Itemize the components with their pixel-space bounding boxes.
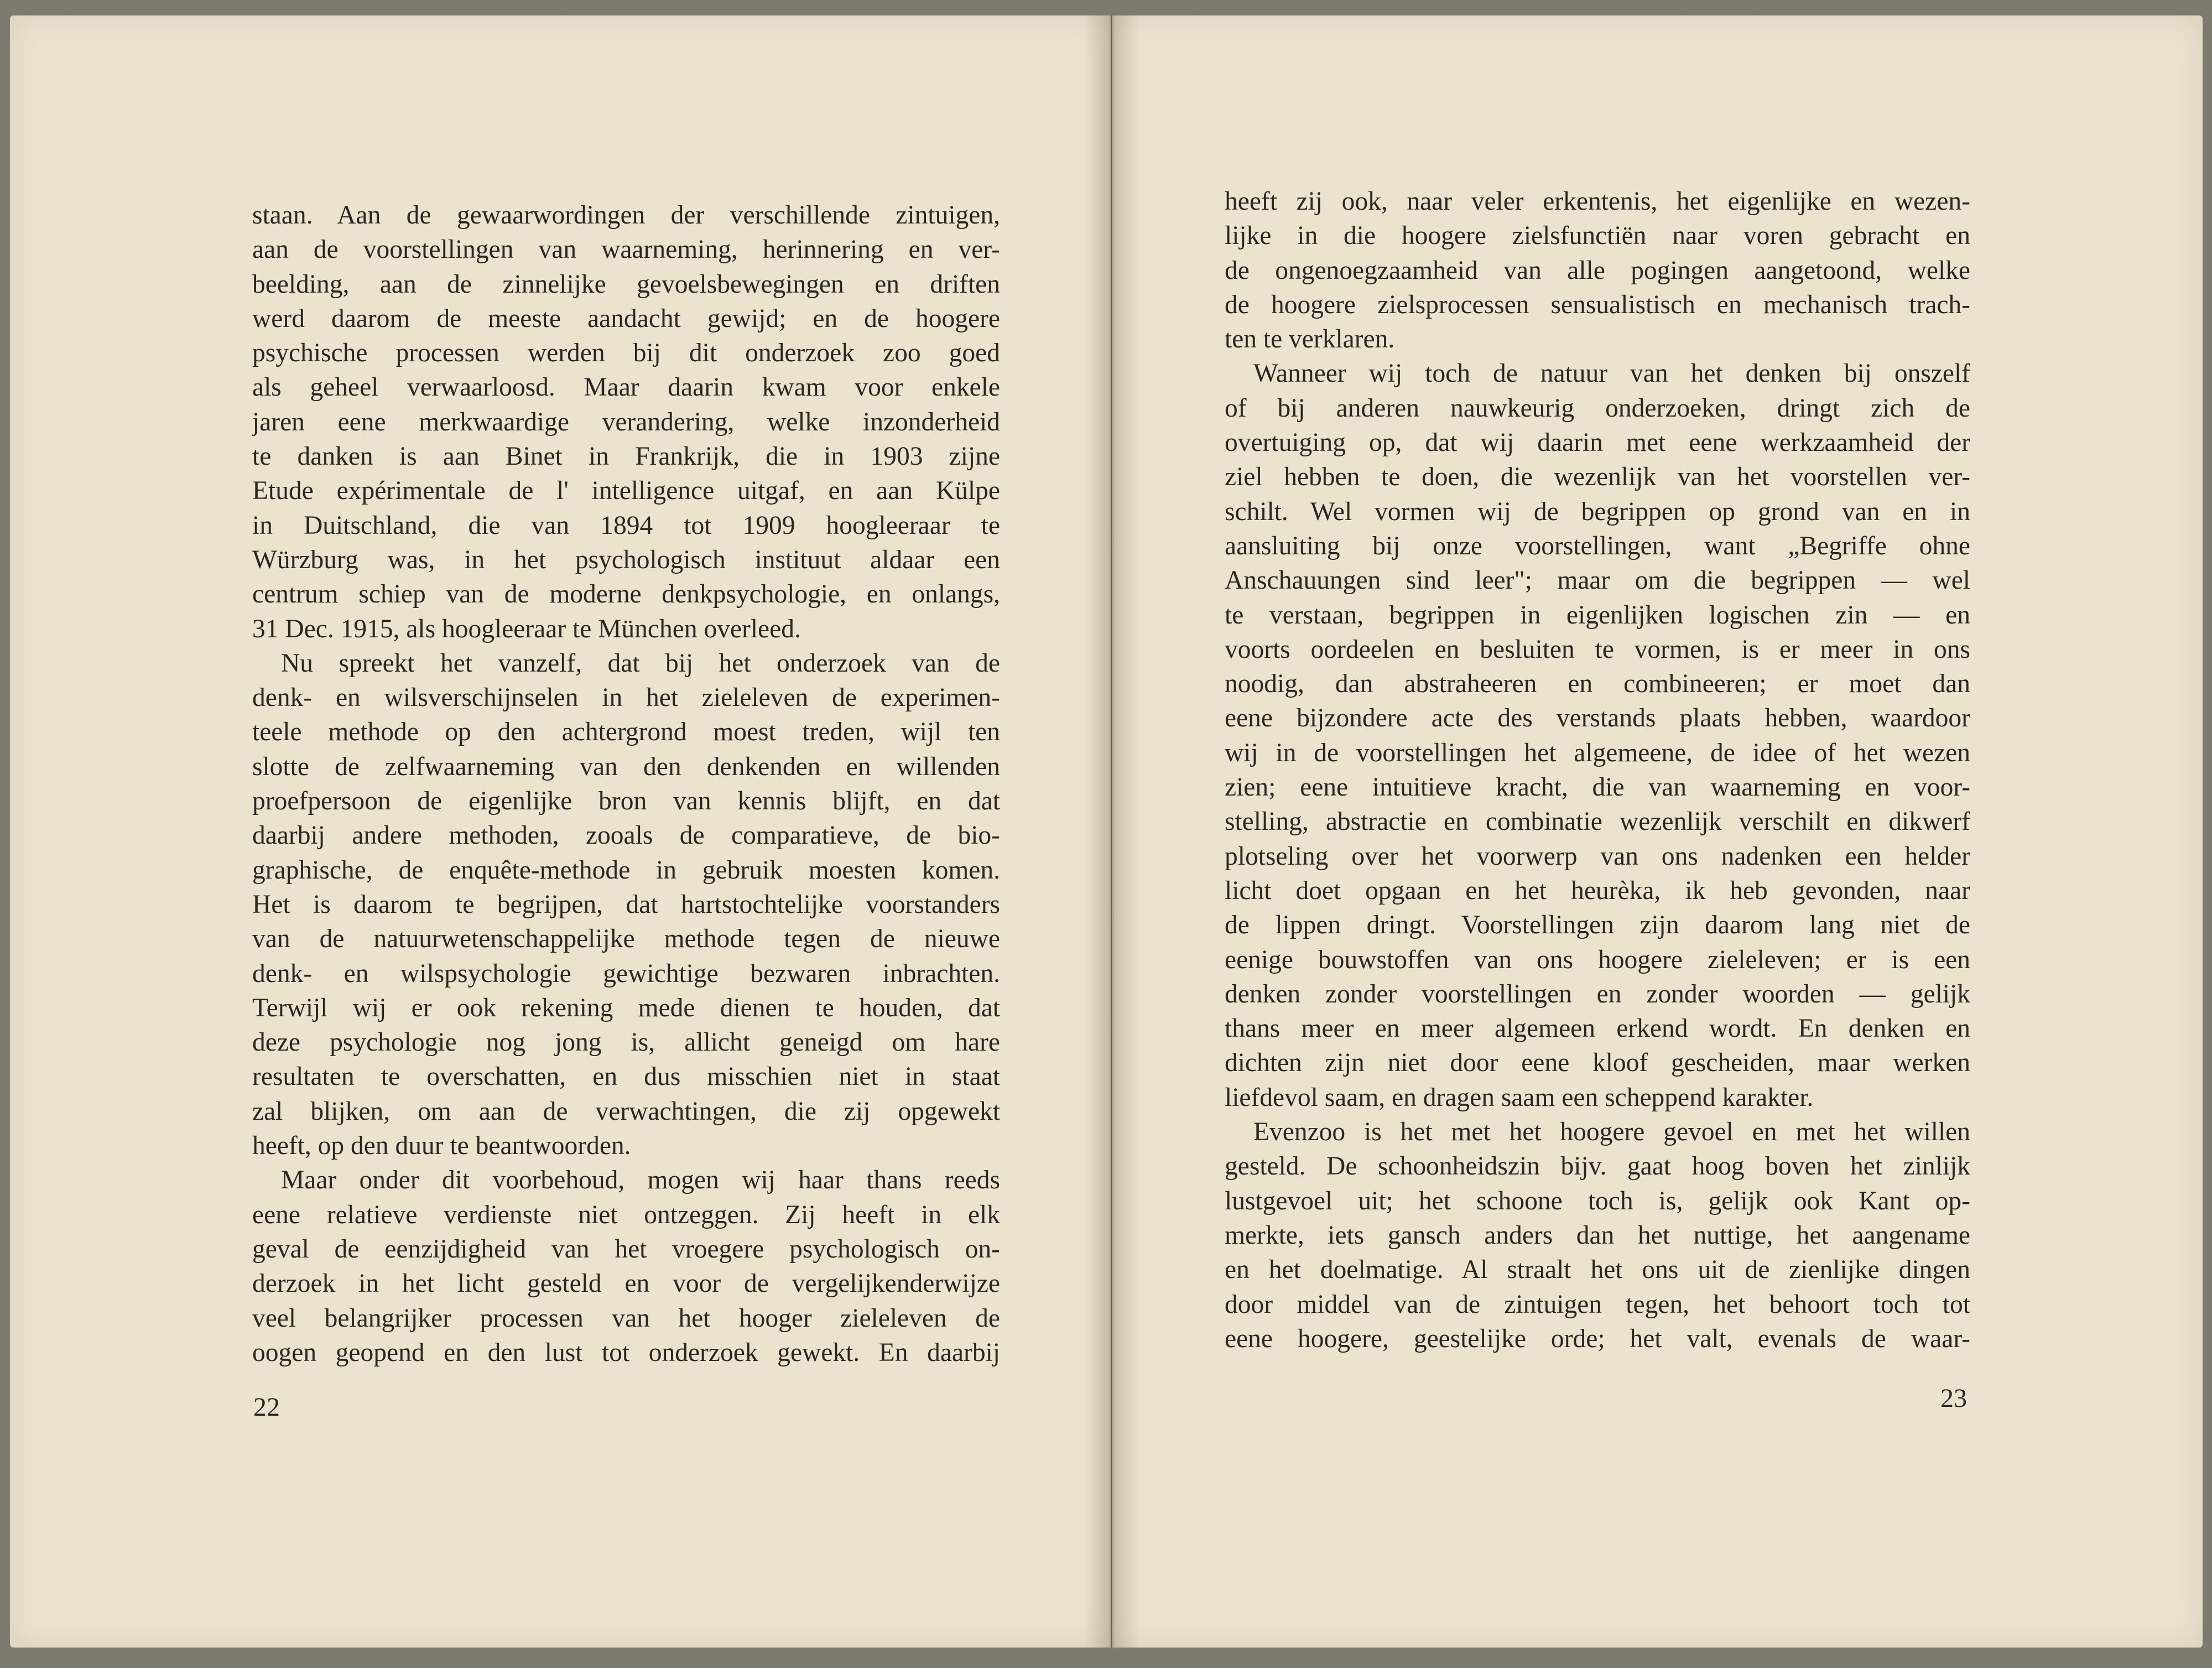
page-number: 22	[253, 1392, 280, 1422]
text-line: merkte, iets gansch anders dan het nuttige, het aangename	[1225, 1220, 1970, 1250]
text-line: graphische, de enquête-methode in gebruik moesten komen.	[252, 855, 1000, 885]
text-line: licht doet opgaan en het heurèka, ik heb gevonden, naar	[1225, 876, 1970, 905]
text-line: dichten zijn niet door eene kloof gescheiden, maar werken	[1225, 1048, 1970, 1078]
text-line: van de natuurwetenschappelijke methode tegen de nieuwe	[252, 924, 1000, 954]
text-line: eene hoogere, geestelijke orde; het valt, evenals de waar-	[1225, 1324, 1970, 1353]
text-line: eenige bouwstoffen van ons hoogere zieleleven; er is een	[1225, 945, 1970, 974]
text-line: in Duitschland, die van 1894 tot 1909 hoogleeraar te	[252, 511, 1000, 540]
text-line: staan. Aan de gewaarwordingen der verschillende zintuigen,	[252, 201, 1000, 230]
text-line: en het doelmatige. Al straalt het ons uit de zienlijke dingen	[1225, 1255, 1970, 1285]
text-line: centrum schiep van de moderne denkpsychologie, en onlangs,	[252, 580, 1000, 609]
text-line: gesteld. De schoonheidszin bijv. gaat hoog boven het zinlijk	[1225, 1152, 1970, 1181]
text-line: jaren eene merkwaardige verandering, welke inzonderheid	[252, 407, 1000, 437]
text-line: te verstaan, begrippen in eigenlijken logischen zin — en	[1225, 600, 1970, 630]
text-line: de hoogere zielsprocessen sensualistisch en mechanisch trach-	[1225, 290, 1970, 319]
text-line: Wanneer wij toch de natuur van het denken bij onszelf	[1253, 359, 1970, 388]
text-line: psychische processen werden bij dit onderzoek zoo goed	[252, 339, 1000, 368]
text-line: oogen geopend en den lust tot onderzoek gewekt. En daarbij	[252, 1338, 1000, 1367]
text-line: Terwijl wij er ook rekening mede dienen te houden, dat	[252, 993, 1000, 1022]
text-line: aansluiting bij onze voorstellingen, want „Begriffe ohne	[1225, 531, 1970, 560]
text-line: denk- en wilsverschijnselen in het zieleleven de experimen-	[252, 683, 1000, 713]
text-line: Evenzoo is het met het hoogere gevoel en met het willen	[1253, 1118, 1970, 1147]
text-line: ziel hebben te doen, die wezenlijk van het voorstellen ver-	[1225, 463, 1970, 492]
text-line: zal blijken, om aan de verwachtingen, die zij opgewekt	[252, 1097, 1000, 1126]
binding-mark	[1112, 531, 1114, 545]
text-line: Anschauungen sind leer"; maar om die begrippen — wel	[1225, 566, 1970, 595]
text-line: heeft, op den duur te beantwoorden.	[252, 1131, 631, 1161]
binding-mark	[1112, 907, 1114, 922]
page-number: 23	[1940, 1384, 1967, 1413]
right-page	[1112, 15, 2203, 1648]
text-line: proefpersoon de eigenlijke bron van kennis blijft, en dat	[252, 787, 1000, 816]
text-line: thans meer en meer algemeen erkend wordt. En denken en	[1225, 1014, 1970, 1043]
text-line: schilt. Wel vormen wij de begrippen op grond van en in	[1225, 497, 1970, 526]
text-line: werd daarom de meeste aandacht gewijd; en de hoogere	[252, 304, 1000, 333]
text-line: aan de voorstellingen van waarneming, herinnering en ver-	[252, 235, 1000, 264]
text-line: ten te verklaren.	[1225, 325, 1395, 354]
text-line: geval de eenzijdigheid van het vroegere psychologisch on-	[252, 1234, 1000, 1264]
book-gutter	[1084, 15, 1139, 1648]
text-line: plotseling over het voorwerp van ons nadenken een helder	[1225, 841, 1970, 871]
text-line: liefdevol saam, en dragen saam een scheppend karakter.	[1225, 1083, 1814, 1112]
text-line: overtuiging op, dat wij daarin met eene werkzaamheid der	[1225, 428, 1970, 458]
text-line: noodig, dan abstraheeren en combineeren; er moet dan	[1225, 669, 1970, 699]
text-line: 31 Dec. 1915, als hoogleeraar te München overleed.	[252, 614, 801, 643]
text-line: denk- en wilspsychologie gewichtige bezwaren inbrachten.	[252, 959, 1000, 988]
text-line: voorts oordeelen en besluiten te vormen, is er meer in ons	[1225, 635, 1970, 664]
text-line: te danken is aan Binet in Frankrijk, die in 1903 zijne	[252, 442, 1000, 471]
text-line: heeft zij ook, naar veler erkentenis, het eigenlijke en wezen-	[1225, 187, 1970, 216]
text-line: als geheel verwaarloosd. Maar daarin kwam voor enkele	[252, 373, 1000, 402]
text-line: stelling, abstractie en combinatie wezenlijk verschilt en dikwerf	[1225, 807, 1970, 836]
text-line: teele methode op den achtergrond moest treden, wijl ten	[252, 718, 1000, 747]
text-line: veel belangrijker processen van het hooger zieleleven de	[252, 1303, 1000, 1333]
text-line: derzoek in het licht gesteld en voor de vergelijkenderwijze	[252, 1269, 1000, 1298]
text-line: lustgevoel uit; het schoone toch is, gelijk ook Kant op-	[1225, 1186, 1970, 1215]
right-page-text	[1225, 184, 1970, 1356]
text-line: Würzburg was, in het psychologisch instituut aldaar een	[252, 545, 1000, 574]
text-line: beelding, aan de zinnelijke gevoelsbewegingen en driften	[252, 269, 1000, 299]
text-line: Maar onder dit voorbehoud, mogen wij haar thans reeds	[281, 1166, 1000, 1195]
text-line: deze psychologie nog jong is, allicht geneigd om hare	[252, 1028, 1000, 1057]
text-line: de lippen dringt. Voorstellingen zijn daarom lang niet de	[1225, 911, 1970, 940]
text-line: de ongenoegzaamheid van alle pogingen aangetoond, welke	[1225, 256, 1970, 285]
binding-mark	[1112, 1018, 1114, 1032]
text-line: lijke in die hoogere zielsfunctiën naar voren gebracht en	[1225, 221, 1970, 251]
text-line: slotte de zelfwaarneming van den denkenden en willenden	[252, 752, 1000, 781]
text-line: Het is daarom te begrijpen, dat hartstochtelijke voorstanders	[252, 890, 1000, 919]
text-line: of bij anderen nauwkeurig onderzoeken, dringt zich de	[1225, 393, 1970, 423]
text-line: denken zonder voorstellingen en zonder woorden — gelijk	[1225, 979, 1970, 1009]
text-line: zien; eene intuitieve kracht, die van waarneming en voor-	[1225, 773, 1970, 802]
text-line: resultaten te overschatten, en dus misschien niet in staat	[252, 1062, 1000, 1092]
text-line: Nu spreekt het vanzelf, dat bij het onderzoek van de	[281, 648, 1000, 678]
text-line: eene bijzondere acte des verstands plaats hebben, waardoor	[1225, 704, 1970, 733]
text-line: wij in de voorstellingen het algemeene, de idee of het wezen	[1225, 738, 1970, 767]
left-page-text	[252, 198, 1000, 1370]
text-line: Etude expérimentale de l' intelligence uitgaf, en aan Külpe	[252, 476, 1000, 506]
left-page	[10, 15, 1111, 1648]
text-line: eene relatieve verdienste niet ontzeggen. Zij heeft in elk	[252, 1200, 1000, 1229]
text-line: daarbij andere methoden, zooals de comparatieve, de bio-	[252, 821, 1000, 850]
text-line: door middel van de zintuigen tegen, het behoort toch tot	[1225, 1290, 1970, 1319]
